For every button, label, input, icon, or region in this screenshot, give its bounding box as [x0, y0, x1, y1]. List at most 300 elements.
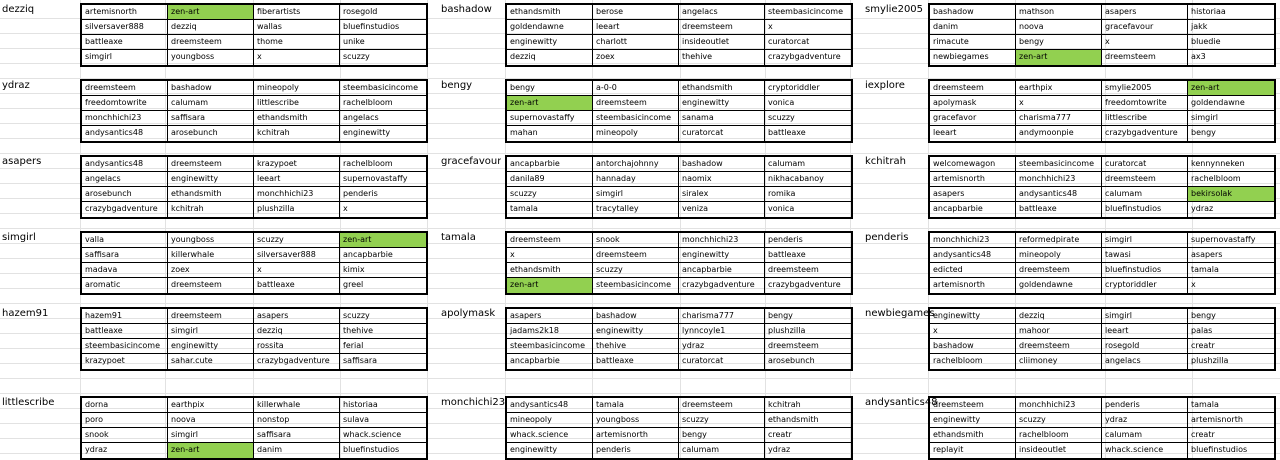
account-cell[interactable]: danim — [930, 20, 1016, 35]
account-cell[interactable]: littlescribe — [1102, 111, 1188, 126]
account-cell[interactable]: rimacute — [930, 35, 1016, 50]
account-cell[interactable]: scuzzy — [343, 52, 370, 61]
owner-name[interactable]: kchitrah — [865, 156, 906, 167]
account-cell[interactable]: mineopoly — [507, 413, 593, 428]
account-cell[interactable]: dezziq — [168, 20, 254, 35]
account-cell[interactable]: ydraz — [679, 339, 765, 354]
account-cell[interactable]: tamala — [507, 202, 593, 217]
account-cell[interactable]: bluefinstudios — [1102, 263, 1188, 278]
account-cell[interactable]: x — [1016, 96, 1102, 111]
account-cell[interactable]: nikhacabanoy — [765, 172, 851, 187]
account-cell[interactable]: zen-art — [1016, 50, 1102, 65]
owner-name[interactable]: dezziq — [2, 4, 35, 15]
account-cell[interactable]: saffisara — [254, 428, 340, 443]
account-cell[interactable]: enginewitty — [507, 35, 593, 50]
account-cell[interactable]: dreemsteem — [765, 263, 851, 278]
account-cell[interactable]: monchhichi23 — [1016, 398, 1102, 413]
account-cell[interactable]: ethandsmith — [679, 81, 765, 96]
account-cell[interactable]: ethandsmith — [507, 263, 593, 278]
account-cell[interactable]: bluefinstudios — [340, 20, 426, 35]
account-cell[interactable]: creatr — [1188, 428, 1274, 443]
account-cell[interactable]: supernovastaffy — [1188, 233, 1274, 248]
account-cell[interactable]: dreemsteem — [930, 81, 1016, 96]
account-cell[interactable]: enginewitty — [168, 339, 254, 354]
account-cell[interactable]: crazybgadventure — [254, 354, 340, 369]
account-cell[interactable]: scuzzy — [679, 413, 765, 428]
account-cell[interactable]: dreemsteem — [82, 81, 168, 96]
account-cell[interactable]: edicted — [930, 263, 1016, 278]
account-cell[interactable]: enginewitty — [679, 96, 765, 111]
account-cell[interactable]: thehive — [593, 339, 679, 354]
account-cell[interactable]: silversaver888 — [82, 20, 168, 35]
account-cell[interactable]: leeart — [930, 126, 1016, 141]
account-cell[interactable]: enginewitty — [930, 309, 1016, 324]
account-cell[interactable]: earthpix — [1016, 81, 1102, 96]
account-cell[interactable]: steembasicincome — [765, 5, 851, 20]
account-cell[interactable]: andymoonpie — [1016, 126, 1102, 141]
account-cell[interactable]: x — [1102, 35, 1188, 50]
account-cell[interactable]: charisma777 — [1016, 111, 1102, 126]
account-cell[interactable]: bluefinstudios — [343, 445, 400, 454]
account-cell[interactable]: apolymask — [930, 96, 1016, 111]
account-cell[interactable]: rachelbloom — [930, 354, 1016, 369]
account-cell[interactable]: noova — [168, 413, 254, 428]
account-cell[interactable]: tawasi — [1102, 248, 1188, 263]
account-cell[interactable]: bekirsolak — [1188, 187, 1274, 202]
account-cell[interactable]: asapers — [1102, 5, 1188, 20]
account-cell[interactable]: supernovastaffy — [507, 111, 593, 126]
account-cell[interactable]: a-0-0 — [593, 81, 679, 96]
account-cell[interactable]: dreemsteem — [765, 339, 851, 354]
account-cell[interactable]: thehive — [340, 324, 426, 339]
account-cell[interactable]: insideoutlet — [1016, 443, 1102, 458]
account-cell[interactable]: kchitrah — [765, 398, 851, 413]
account-cell[interactable]: steembasicincome — [82, 339, 168, 354]
account-cell[interactable]: bashadow — [930, 5, 1016, 20]
account-cell[interactable]: artemisnorth — [82, 5, 168, 20]
account-cell[interactable]: crazybgadventure — [768, 280, 841, 289]
account-cell[interactable]: cryptoriddler — [1102, 278, 1188, 293]
account-cell[interactable]: dreemsteem — [593, 248, 679, 263]
account-cell[interactable]: zen-art — [1188, 81, 1274, 96]
account-cell[interactable]: asapers — [507, 309, 593, 324]
account-cell[interactable]: insideoutlet — [679, 35, 765, 50]
account-cell[interactable]: tamala — [593, 398, 679, 413]
account-cell[interactable]: andysantics48 — [930, 248, 1016, 263]
account-cell[interactable]: penderis — [1102, 398, 1188, 413]
account-cell[interactable]: thehive — [679, 50, 765, 65]
account-cell[interactable]: berose — [593, 5, 679, 20]
account-cell[interactable]: angelacs — [1102, 354, 1188, 369]
account-cell[interactable]: mathson — [1016, 5, 1102, 20]
account-cell[interactable]: silversaver888 — [254, 248, 340, 263]
account-cell[interactable]: bluefinstudios — [1102, 202, 1188, 217]
account-cell[interactable]: rosegold — [1102, 339, 1188, 354]
account-cell[interactable]: bluedie — [1188, 35, 1274, 50]
account-cell[interactable]: ydraz — [1102, 413, 1188, 428]
account-cell[interactable]: battleaxe — [82, 35, 168, 50]
account-cell[interactable]: reformedpirate — [1016, 233, 1102, 248]
account-cell[interactable]: dreemsteem — [593, 96, 679, 111]
account-cell[interactable]: sahar.cute — [168, 354, 254, 369]
account-cell[interactable]: ethandsmith — [507, 5, 593, 20]
account-cell[interactable]: enginewitty — [168, 172, 254, 187]
account-cell[interactable]: x — [930, 324, 1016, 339]
account-cell[interactable]: tamala — [1188, 263, 1274, 278]
account-cell[interactable]: madava — [82, 263, 168, 278]
account-cell[interactable]: leeart — [254, 172, 340, 187]
account-cell[interactable]: romika — [765, 187, 851, 202]
account-cell[interactable]: zen-art — [168, 443, 254, 458]
account-cell[interactable]: ethandsmith — [168, 187, 254, 202]
owner-name[interactable]: simgirl — [2, 232, 36, 243]
account-cell[interactable]: ydraz — [82, 443, 168, 458]
account-cell[interactable]: tracytalley — [593, 202, 679, 217]
account-cell[interactable]: crazybgadventure — [679, 278, 765, 293]
account-cell[interactable]: vonica — [768, 204, 795, 213]
account-cell[interactable]: dreemsteem — [1102, 172, 1188, 187]
account-cell[interactable]: dreemsteem — [1016, 339, 1102, 354]
account-cell[interactable]: x — [507, 248, 593, 263]
account-cell[interactable]: angelacs — [679, 5, 765, 20]
account-cell[interactable]: calumam — [1102, 428, 1188, 443]
account-cell[interactable]: greel — [343, 280, 364, 289]
account-cell[interactable]: zen-art — [507, 278, 593, 293]
account-cell[interactable]: youngboss — [168, 50, 254, 65]
owner-name[interactable]: smylie2005 — [865, 4, 924, 15]
account-cell[interactable]: bengy — [1016, 35, 1102, 50]
account-cell[interactable]: bashadow — [168, 81, 254, 96]
account-cell[interactable]: killerwhale — [168, 248, 254, 263]
account-cell[interactable]: battleaxe — [593, 354, 679, 369]
account-cell[interactable]: rossita — [254, 339, 340, 354]
account-cell[interactable]: naomix — [679, 172, 765, 187]
account-cell[interactable]: lynncoyle1 — [679, 324, 765, 339]
owner-name[interactable]: asapers — [2, 156, 42, 167]
account-cell[interactable]: welcomewagon — [930, 157, 1016, 172]
account-cell[interactable]: simgirl — [1102, 233, 1188, 248]
account-cell[interactable]: enginewitty — [343, 128, 391, 137]
account-cell[interactable]: smylie2005 — [1102, 81, 1188, 96]
account-cell[interactable]: dezziq — [254, 324, 340, 339]
account-cell[interactable]: gracefavor — [930, 111, 1016, 126]
account-cell[interactable]: bluefinstudios — [1191, 445, 1248, 454]
account-cell[interactable]: danim — [254, 443, 340, 458]
account-cell[interactable]: curatorcat — [1102, 157, 1188, 172]
account-cell[interactable]: penderis — [765, 233, 851, 248]
owner-name[interactable]: monchichi23 — [441, 397, 506, 408]
account-cell[interactable]: dezziq — [507, 50, 593, 65]
account-cell[interactable]: mahan — [507, 126, 593, 141]
account-cell[interactable]: andysantics48 — [1016, 187, 1102, 202]
account-cell[interactable]: jadams2k18 — [507, 324, 593, 339]
account-cell[interactable]: scuzzy — [765, 111, 851, 126]
account-cell[interactable]: kchitrah — [168, 202, 254, 217]
account-cell[interactable]: creatr — [1188, 339, 1274, 354]
account-cell[interactable]: andysantics48 — [82, 157, 168, 172]
account-cell[interactable]: andysantics48 — [507, 398, 593, 413]
account-cell[interactable]: noova — [1016, 20, 1102, 35]
account-cell[interactable]: dreemsteem — [930, 398, 1016, 413]
account-cell[interactable]: ethandsmith — [254, 111, 340, 126]
account-cell[interactable]: jakk — [1188, 20, 1274, 35]
owner-name[interactable]: iexplore — [865, 80, 905, 91]
account-cell[interactable]: steembasicincome — [593, 111, 679, 126]
account-cell[interactable]: simgirl — [1102, 309, 1188, 324]
account-cell[interactable]: sulava — [340, 413, 426, 428]
account-cell[interactable]: hazem91 — [82, 309, 168, 324]
account-cell[interactable]: rachelbloom — [340, 96, 426, 111]
account-cell[interactable]: thome — [254, 35, 340, 50]
account-cell[interactable]: steembasicincome — [593, 278, 679, 293]
account-cell[interactable]: ydraz — [768, 445, 791, 454]
account-cell[interactable]: fiberartists — [254, 5, 340, 20]
account-cell[interactable]: aromatic — [82, 278, 168, 293]
account-cell[interactable]: x — [343, 204, 348, 213]
account-cell[interactable]: curatorcat — [679, 354, 765, 369]
account-cell[interactable]: ax3 — [1191, 52, 1206, 61]
account-cell[interactable]: bashadow — [679, 157, 765, 172]
account-cell[interactable]: mineopoly — [593, 126, 679, 141]
owner-name[interactable]: gracefavour — [441, 156, 502, 167]
account-cell[interactable]: cliimoney — [1016, 354, 1102, 369]
account-cell[interactable]: gracefavour — [1102, 20, 1188, 35]
account-cell[interactable]: ancapbarbie — [507, 354, 593, 369]
account-cell[interactable]: ethandsmith — [765, 413, 851, 428]
account-cell[interactable]: battleaxe — [254, 278, 340, 293]
account-cell[interactable]: ydraz — [1191, 204, 1214, 213]
owner-name[interactable]: penderis — [865, 232, 909, 243]
account-cell[interactable]: dorna — [82, 398, 168, 413]
account-cell[interactable]: dreemsteem — [679, 398, 765, 413]
account-cell[interactable]: snook — [593, 233, 679, 248]
account-cell[interactable]: simgirl — [1188, 111, 1274, 126]
account-cell[interactable]: enginewitty — [593, 324, 679, 339]
owner-name[interactable]: andysantics48 — [865, 397, 938, 408]
account-cell[interactable]: andysantics48 — [82, 126, 168, 141]
account-cell[interactable]: x — [1191, 280, 1196, 289]
account-cell[interactable]: crazybgadventure — [768, 52, 841, 61]
account-cell[interactable]: veniza — [679, 202, 765, 217]
account-cell[interactable]: calumam — [1102, 187, 1188, 202]
account-cell[interactable]: monchhichi23 — [254, 187, 340, 202]
account-cell[interactable]: krazypoet — [82, 354, 168, 369]
owner-name[interactable]: apolymask — [441, 308, 496, 319]
account-cell[interactable]: ancapbarbie — [340, 248, 426, 263]
account-cell[interactable]: bengy — [1191, 128, 1216, 137]
account-cell[interactable]: dreemsteem — [679, 20, 765, 35]
account-cell[interactable]: calumam — [765, 157, 851, 172]
account-cell[interactable]: battleaxe — [768, 128, 806, 137]
account-cell[interactable]: whack.science — [1102, 443, 1188, 458]
account-cell[interactable]: asapers — [930, 187, 1016, 202]
account-cell[interactable]: rachelbloom — [1188, 172, 1274, 187]
account-cell[interactable]: artemisnorth — [930, 172, 1016, 187]
account-cell[interactable]: steembasicincome — [1016, 157, 1102, 172]
account-cell[interactable]: saffisara — [168, 111, 254, 126]
account-cell[interactable]: zen-art — [507, 96, 593, 111]
account-cell[interactable]: dreemsteem — [1102, 50, 1188, 65]
account-cell[interactable]: steembasicincome — [340, 81, 426, 96]
account-cell[interactable]: whack.science — [340, 428, 426, 443]
account-cell[interactable]: goldendawne — [1188, 96, 1274, 111]
account-cell[interactable]: arosebunch — [768, 356, 815, 365]
account-cell[interactable]: enginewitty — [507, 443, 593, 458]
account-cell[interactable]: penderis — [593, 443, 679, 458]
account-cell[interactable]: siralex — [679, 187, 765, 202]
account-cell[interactable]: asapers — [1188, 248, 1274, 263]
account-cell[interactable]: penderis — [340, 187, 426, 202]
account-cell[interactable]: dreemsteem — [1016, 263, 1102, 278]
account-cell[interactable]: kimix — [340, 263, 426, 278]
account-cell[interactable]: historiaa — [1188, 5, 1274, 20]
account-cell[interactable]: supernovastaffy — [340, 172, 426, 187]
account-cell[interactable]: unike — [340, 35, 426, 50]
account-cell[interactable]: crazybgadventure — [1102, 126, 1188, 141]
account-cell[interactable]: arosebunch — [168, 126, 254, 141]
account-cell[interactable]: saffisara — [343, 356, 378, 365]
account-cell[interactable]: simgirl — [593, 187, 679, 202]
account-cell[interactable]: newbiegames — [930, 50, 1016, 65]
account-cell[interactable]: crazybgadventure — [82, 202, 168, 217]
account-cell[interactable]: artemisnorth — [930, 278, 1016, 293]
account-cell[interactable]: mineopoly — [254, 81, 340, 96]
account-cell[interactable]: mineopoly — [1016, 248, 1102, 263]
account-cell[interactable]: littlescribe — [254, 96, 340, 111]
account-cell[interactable]: kchitrah — [254, 126, 340, 141]
account-cell[interactable]: scuzzy — [507, 187, 593, 202]
account-cell[interactable]: battleaxe — [1016, 202, 1102, 217]
account-cell[interactable]: dreemsteem — [168, 309, 254, 324]
account-cell[interactable]: leeart — [593, 20, 679, 35]
account-cell[interactable]: simgirl — [168, 324, 254, 339]
account-cell[interactable]: replayit — [930, 443, 1016, 458]
account-cell[interactable]: ancapbarbie — [679, 263, 765, 278]
account-cell[interactable]: plushzilla — [1191, 356, 1229, 365]
account-cell[interactable]: ferial — [340, 339, 426, 354]
account-cell[interactable]: youngboss — [593, 413, 679, 428]
account-cell[interactable]: scuzzy — [1016, 413, 1102, 428]
account-cell[interactable]: angelacs — [340, 111, 426, 126]
account-cell[interactable]: charisma777 — [679, 309, 765, 324]
account-cell[interactable]: vonica — [765, 96, 851, 111]
account-cell[interactable]: dreemsteem — [168, 278, 254, 293]
account-cell[interactable]: monchhichi23 — [1016, 172, 1102, 187]
account-cell[interactable]: tamala — [1188, 398, 1274, 413]
account-cell[interactable]: dreemsteem — [168, 157, 254, 172]
account-cell[interactable]: dreemsteem — [168, 35, 254, 50]
account-cell[interactable]: curatorcat — [765, 35, 851, 50]
account-cell[interactable]: charlott — [593, 35, 679, 50]
account-cell[interactable]: poro — [82, 413, 168, 428]
account-cell[interactable]: palas — [1188, 324, 1274, 339]
account-cell[interactable]: monchhichi23 — [82, 111, 168, 126]
account-cell[interactable]: battleaxe — [765, 248, 851, 263]
owner-name[interactable]: hazem91 — [2, 308, 49, 319]
account-cell[interactable]: danila89 — [507, 172, 593, 187]
owner-name[interactable]: newbiegames — [865, 308, 935, 319]
account-cell[interactable]: bengy — [507, 81, 593, 96]
account-cell[interactable]: x — [254, 263, 340, 278]
account-cell[interactable]: calumam — [679, 443, 765, 458]
account-cell[interactable]: bengy — [765, 309, 851, 324]
owner-name[interactable]: bashadow — [441, 4, 492, 15]
owner-name[interactable]: littlescribe — [2, 397, 55, 408]
owner-name[interactable]: tamala — [441, 232, 476, 243]
account-cell[interactable]: wallas — [254, 20, 340, 35]
account-cell[interactable]: scuzzy — [340, 309, 426, 324]
account-cell[interactable]: rosegold — [340, 5, 426, 20]
account-cell[interactable]: historiaa — [340, 398, 426, 413]
account-cell[interactable]: bengy — [1188, 309, 1274, 324]
account-cell[interactable]: hannaday — [593, 172, 679, 187]
account-cell[interactable]: enginewitty — [679, 248, 765, 263]
account-cell[interactable]: scuzzy — [593, 263, 679, 278]
account-cell[interactable]: simgirl — [82, 50, 168, 65]
account-cell[interactable]: battleaxe — [82, 324, 168, 339]
account-cell[interactable]: simgirl — [168, 428, 254, 443]
account-cell[interactable]: antorchajohnny — [593, 157, 679, 172]
account-cell[interactable]: angelacs — [82, 172, 168, 187]
account-cell[interactable]: dezziq — [1016, 309, 1102, 324]
account-cell[interactable]: valla — [82, 233, 168, 248]
account-cell[interactable]: scuzzy — [254, 233, 340, 248]
account-cell[interactable]: artemisnorth — [1188, 413, 1274, 428]
account-cell[interactable]: zoex — [168, 263, 254, 278]
account-cell[interactable]: ancapbarbie — [930, 202, 1016, 217]
owner-name[interactable]: ydraz — [2, 80, 30, 91]
account-cell[interactable]: goldendawne — [507, 20, 593, 35]
account-cell[interactable]: curatorcat — [679, 126, 765, 141]
account-cell[interactable]: bengy — [679, 428, 765, 443]
account-cell[interactable]: bashadow — [593, 309, 679, 324]
account-cell[interactable]: cryptoriddler — [765, 81, 851, 96]
account-cell[interactable]: artemisnorth — [593, 428, 679, 443]
account-cell[interactable]: enginewitty — [930, 413, 1016, 428]
account-cell[interactable]: killerwhale — [254, 398, 340, 413]
account-cell[interactable]: arosebunch — [82, 187, 168, 202]
account-cell[interactable]: plushzilla — [254, 202, 340, 217]
account-cell[interactable]: leeart — [1102, 324, 1188, 339]
account-cell[interactable]: steembasicincome — [507, 339, 593, 354]
account-cell[interactable]: rachelbloom — [340, 157, 426, 172]
account-cell[interactable]: monchhichi23 — [679, 233, 765, 248]
account-cell[interactable]: krazypoet — [254, 157, 340, 172]
account-cell[interactable]: ancapbarbie — [507, 157, 593, 172]
owner-name[interactable]: bengy — [441, 80, 473, 91]
account-cell[interactable]: bashadow — [930, 339, 1016, 354]
account-cell[interactable]: zoex — [593, 50, 679, 65]
account-cell[interactable]: zen-art — [340, 233, 426, 248]
account-cell[interactable]: x — [765, 20, 851, 35]
account-cell[interactable]: asapers — [254, 309, 340, 324]
account-cell[interactable]: freedomtowrite — [82, 96, 168, 111]
account-cell[interactable]: mahoor — [1016, 324, 1102, 339]
account-cell[interactable]: whack.science — [507, 428, 593, 443]
account-cell[interactable]: sanama — [679, 111, 765, 126]
account-cell[interactable]: creatr — [765, 428, 851, 443]
account-cell[interactable]: goldendawne — [1016, 278, 1102, 293]
account-cell[interactable]: freedomtowrite — [1102, 96, 1188, 111]
account-cell[interactable]: ethandsmith — [930, 428, 1016, 443]
account-cell[interactable]: plushzilla — [765, 324, 851, 339]
account-cell[interactable]: rachelbloom — [1016, 428, 1102, 443]
account-cell[interactable]: earthpix — [168, 398, 254, 413]
account-cell[interactable]: monchhichi23 — [930, 233, 1016, 248]
account-cell[interactable]: calumam — [168, 96, 254, 111]
account-cell[interactable]: kennynneken — [1188, 157, 1274, 172]
account-cell[interactable]: x — [254, 50, 340, 65]
